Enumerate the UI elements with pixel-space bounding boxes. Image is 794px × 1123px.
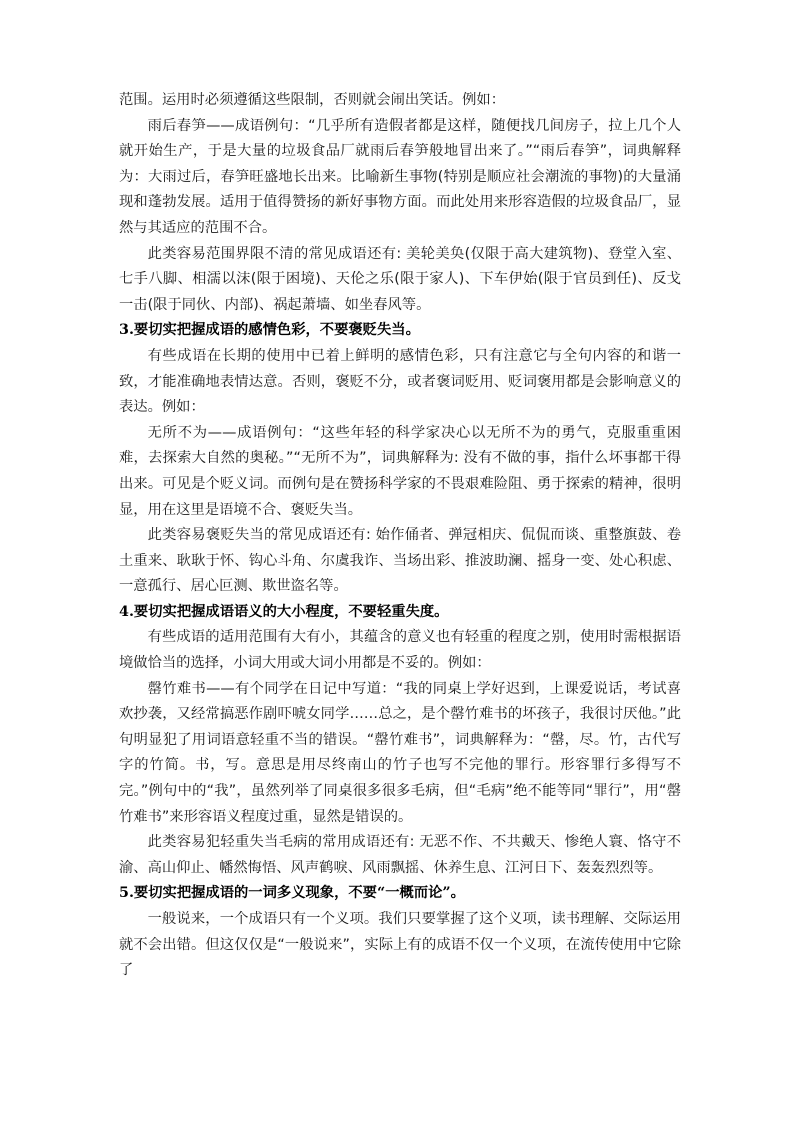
section-heading: 5.要切实把握成语的一词多义现象，不要“一概而论”。 [119, 885, 465, 902]
body-paragraph: 有些成语在长期的使用中已着上鲜明的感情色彩，只有注意它与全句内容的和谐一致，才能准确地表情达意。否则，褒贬不分，或者褒词贬用、贬词褒用都是会影响意义的表达。例如： [119, 347, 681, 416]
body-paragraph: 一般说来，一个成语只有一个义项。我们只要掌握了这个义项，读书理解、交际运用就不会出错。但这仅仅是“一般说来”，实际上有的成语不仅一个义项，在流传使用中它除了 [119, 911, 681, 979]
body-paragraph: 此类容易褒贬失当的常见成语还有: 始作俑者、弹冠相庆、侃侃而谈、重整旗鼓、卷土重来、耿耿于怀、钩心斗角、尔虞我诈、当场出彩、推波助澜、摇身一变、处心积虑、一意孤行、居心叵测、欺世盗名等。 [119, 527, 681, 595]
body-paragraph: 有些成语的适用范围有大有小，其蕴含的意义也有轻重的程度之别，使用时需根据语境做恰当的选择，小词大用或大词小用都是不妥的。例如： [119, 629, 681, 672]
body-paragraph: 范围。运用时必须遵循这些限制，否则就会闹出笑话。例如： [119, 92, 506, 108]
section-heading: 4.要切实把握成语语义的大小程度，不要轻重失度。 [119, 603, 449, 620]
body-paragraph: 雨后春笋——成语例句：“几乎所有造假者都是这样，随便找几间房子，拉上几个人就开始生产，于是大量的垃圾食品厂就雨后春笋般地冒出来了。”“雨后春笋”，词典解释为：大雨过后，春笋旺盛地长出来。比喻新生事物(特别是顺应社会潮流的事物)的大量涌现和蓬勃发展。适用于值得赞扬的新好事物方面。而此处用来形容造假的垃圾食品厂，显然与其适应的范围不合。 [119, 117, 681, 236]
section-heading: 3.要切实把握成语的感情色彩，不要褒贬失当。 [119, 322, 420, 339]
body-paragraph: 无所不为——成语例句：“这些年轻的科学家决心以无所不为的勇气，克服重重困难，去探索大自然的奥秘。”“无所不为”，词典解释为: 没有不做的事，指什么坏事都干得出来。可见是个贬义词。而例句是在赞扬科学家的不畏艰难险阻、勇于探索的精神，很明显，用在这里是语境不合、褒贬失当。 [119, 424, 681, 518]
document-page [119, 88, 681, 984]
body-paragraph: 罄竹难书——有个同学在日记中写道：“我的同桌上学好迟到，上课爱说话，考试喜欢抄袭，又经常搞恶作剧吓唬女同学……总之，是个罄竹难书的坏孩子，我很讨厌他。”此句明显犯了用词语意轻重不当的错误。“罄竹难书”，词典解释为：“罄，尽。竹，古代写字的竹简。书，写。意思是用尽终南山的竹子也写不完他的罪行。形容罪行多得写不完。”例句中的“我”，虽然列举了同桌很多很多毛病，但“毛病”绝不能等同“罪行”，用“罄竹难书”来形容语义程度过重，显然是错误的。 [119, 680, 681, 825]
body-paragraph: 此类容易犯轻重失当毛病的常用成语还有: 无恶不作、不共戴天、惨绝人寰、恪守不渝、高山仰止、幡然悔悟、风声鹤唳、风雨飘摇、休养生息、江河日下、轰轰烈烈等。 [119, 834, 681, 876]
body-paragraph: 此类容易范围界限不清的常见成语还有: 美轮美奂(仅限于高大建筑物)、登堂入室、七手八脚、相濡以沫(限于困境)、天伦之乐(限于家人)、下车伊始(限于官员到任)、反戈一击(限于同伙、内部)、祸起萧墙、如坐春风等。 [119, 245, 681, 313]
